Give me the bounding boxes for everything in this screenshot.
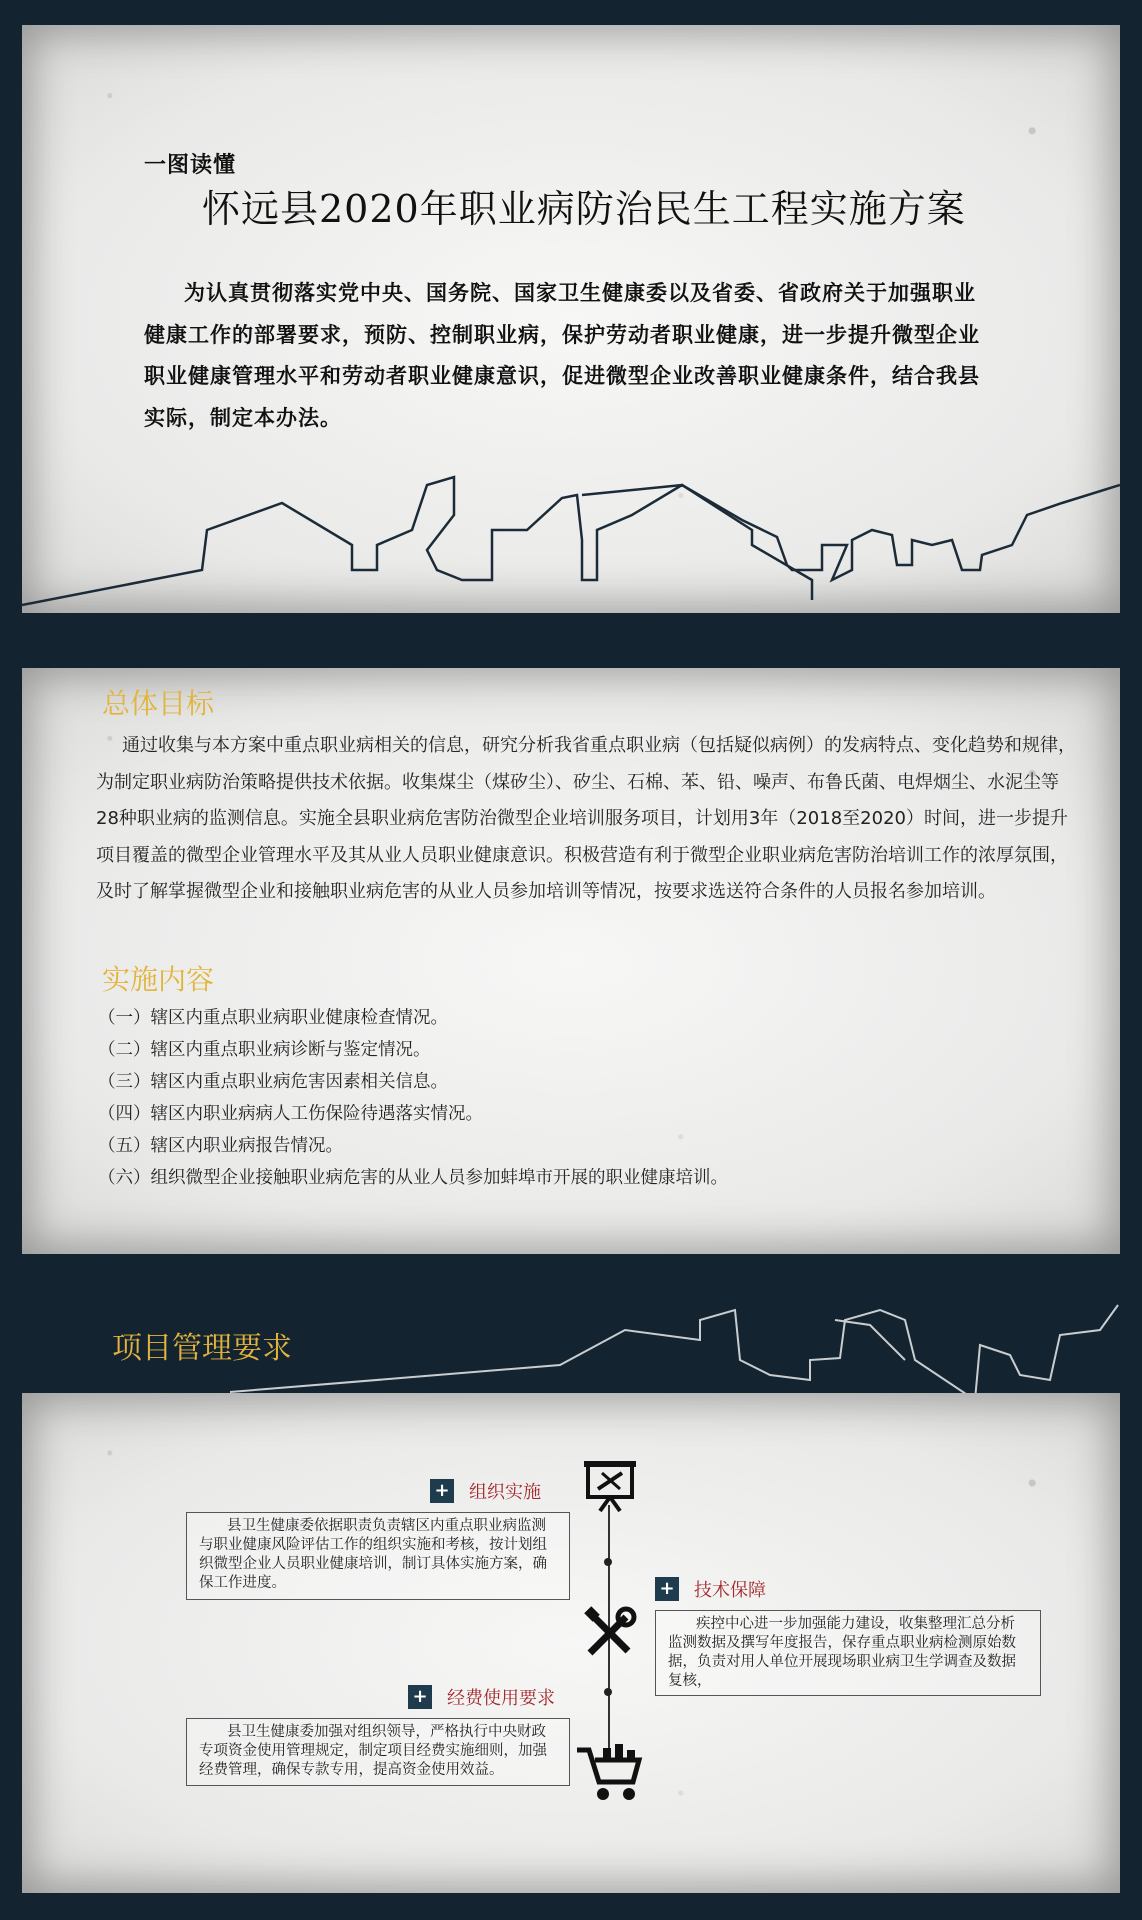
tech-text: 疾控中心进一步加强能力建设，收集整理汇总分析监测数据及撰写年度报告，保存重点职业病检测原始数据，负责对用人单位开展现场职业病卫生学调查及数据复核， — [668, 1616, 1016, 1689]
tools-icon — [582, 1605, 638, 1661]
list-item: （五）辖区内职业病报告情况。 — [98, 1136, 343, 1156]
implementation-title: 实施内容 — [102, 963, 215, 996]
shopping-cart-icon — [575, 1742, 645, 1806]
fund-text: 县卫生健康委加强对组织领导，严格执行中央财政专项资金使用管理规定，制定项目经费实施细则，加强经费管理，确保专款专用，提高资金使用效益。 — [199, 1724, 547, 1778]
fund-label: 经费使用要求 — [447, 1688, 555, 1709]
org-label: 组织实施 — [469, 1482, 541, 1503]
list-item: （三）辖区内重点职业病危害因素相关信息。 — [98, 1072, 448, 1092]
org-description-box — [186, 1512, 570, 1600]
timeline-dot — [604, 1688, 612, 1696]
org-text: 县卫生健康委依据职责负责辖区内重点职业病监测与职业健康风险评估工作的组织实施和考核，按计划组织微型企业人员职业健康培训，制订具体实施方案，确保工作进度。 — [199, 1518, 547, 1591]
fund-description-box — [186, 1718, 570, 1786]
intro-badge: 一图读懂 — [144, 152, 237, 178]
goal-body-text: 通过收集与本方案中重点职业病相关的信息，研究分析我省重点职业病（包括疑似病例）的发病特点、变化趋势和规律，为制定职业病防治策略提供技术依据。收集煤尘（煤矽尘）、矽尘、石棉、苯、铅、噪声、布鲁氏菌、电焊烟尘、水泥尘等28种职业病的监测信息。实施全县职业病危害防治微型企业培训服务项目，计划用3年（2018至2020）时间，进一步提升项目覆盖的微型企业管理水平及其从业人员职业健康意识。积极营造有利于微型企业职业病危害防治培训工作的浓厚氛围，及时了解掌握微型企业和接触职业病危害的从业人员参加培训等情况，按要求选送符合条件的人员报名参加培训。 — [96, 735, 1076, 902]
plus-icon: + — [430, 1479, 454, 1503]
list-item: （一）辖区内重点职业病职业健康检查情况。 — [98, 1008, 448, 1028]
implementation-list — [98, 1002, 728, 1194]
intro-panel — [22, 25, 1120, 613]
list-item: （六）组织微型企业接触职业病危害的从业人员参加蚌埠市开展的职业健康培训。 — [98, 1168, 728, 1188]
timeline-dot — [604, 1558, 612, 1566]
tech-description-box — [655, 1610, 1041, 1696]
goal-panel — [22, 668, 1120, 1254]
plus-icon: + — [408, 1685, 432, 1709]
goal-title: 总体目标 — [102, 687, 215, 720]
goal-paragraph — [96, 728, 1076, 911]
fund-heading — [408, 1684, 555, 1710]
tech-heading — [655, 1576, 766, 1602]
plus-icon: + — [655, 1577, 679, 1601]
management-title: 项目管理要求 — [112, 1331, 292, 1366]
list-item: （二）辖区内重点职业病诊断与鉴定情况。 — [98, 1040, 431, 1060]
presentation-board-icon — [580, 1455, 640, 1515]
page-title: 怀远县2020年职业病防治民生工程实施方案 — [202, 187, 966, 231]
intro-body-text: 为认真贯彻落实党中央、国务院、国家卫生健康委以及省委、省政府关于加强职业健康工作的部署要求，预防、控制职业病，保护劳动者职业健康，进一步提升微型企业职业健康管理水平和劳动者职业健康意识，促进微型企业改善职业健康条件，结合我县实际，制定本办法。 — [144, 281, 980, 430]
tech-label: 技术保障 — [694, 1580, 766, 1601]
org-heading — [430, 1478, 541, 1504]
list-item: （四）辖区内职业病病人工伤保险待遇落实情况。 — [98, 1104, 483, 1124]
skyline-illustration — [22, 25, 1120, 613]
